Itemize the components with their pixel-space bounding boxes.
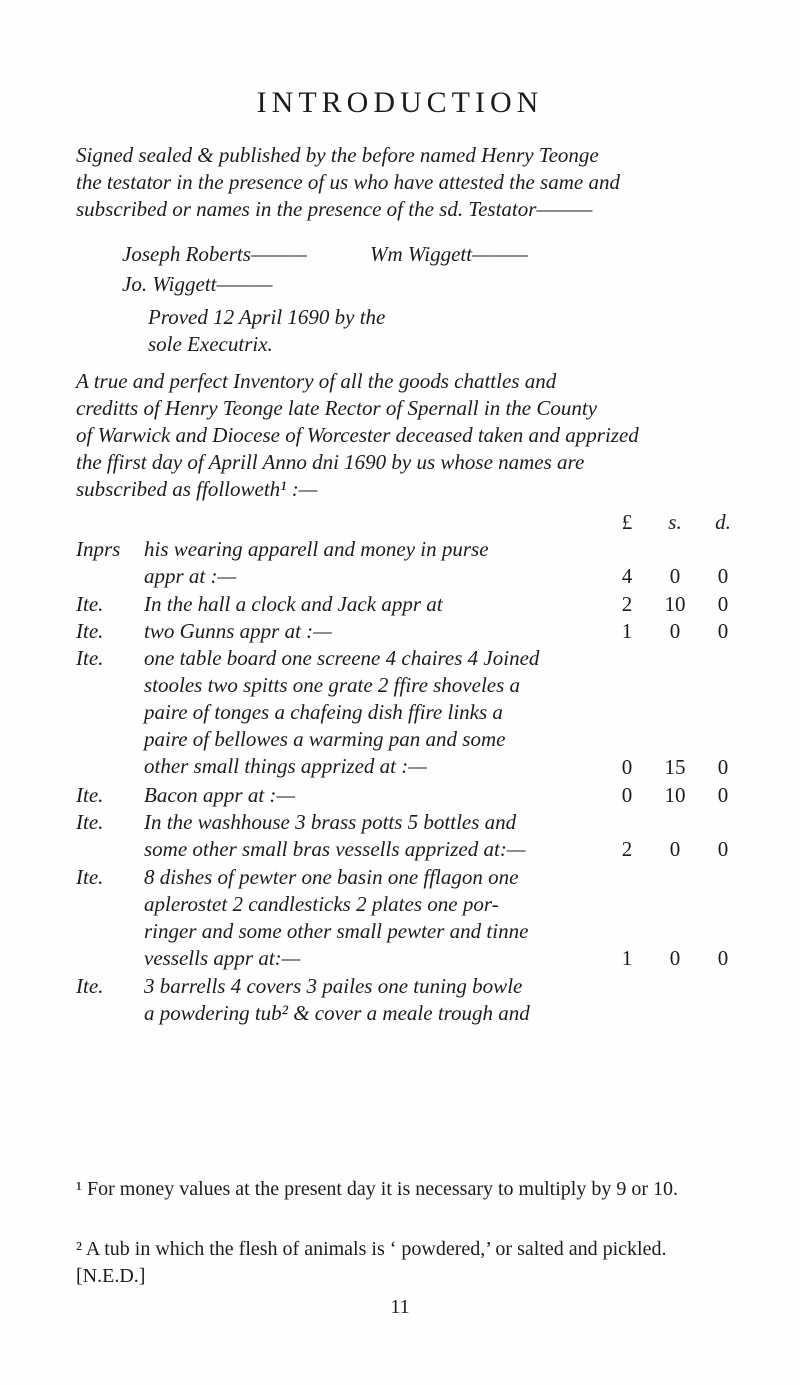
intro-line: creditts of Henry Teonge late Rector of Spernall in the County: [76, 396, 598, 420]
intro-line: the ffirst day of Aprill Anno dni 1690 by us whose names are: [76, 450, 585, 474]
item-label: Ite.: [76, 618, 104, 643]
item-description-line: aplerostet 2 candlesticks 2 plates one por-: [144, 891, 499, 916]
pence-value: 0: [717, 946, 729, 971]
item-label: Ite.: [76, 782, 104, 807]
item-description-line: In the hall a clock and Jack appr at: [144, 591, 443, 616]
probate-note: [148, 304, 548, 358]
inventory-item: [76, 973, 736, 1028]
shillings-value: 0: [669, 837, 681, 862]
pence-value: 0: [717, 755, 729, 780]
inventory-item: [76, 809, 736, 864]
item-description: [144, 782, 612, 809]
item-description: [144, 645, 612, 780]
pence-value: 0: [717, 782, 729, 807]
pence-value: 0: [717, 591, 729, 616]
pence-value: 0: [717, 564, 729, 589]
attestation-line: subscribed or names in the presence of the sd. Testator———: [76, 197, 593, 221]
item-description-line: other small things apprized at :—: [144, 754, 427, 779]
item-label: Ite.: [76, 810, 104, 834]
item-description-line: vessells appr at:—: [144, 945, 301, 970]
page-number: 11: [390, 1296, 410, 1318]
item-label: Ite.: [76, 646, 104, 671]
currency-units-header: [76, 509, 736, 536]
attestation-line: the testator in the presence of us who have attested the same and: [76, 170, 620, 194]
inventory-item: [76, 536, 736, 591]
item-label: Ite.: [76, 864, 104, 889]
shillings-value: 10: [664, 782, 686, 807]
item-description: [144, 864, 612, 972]
pounds-value: 4: [621, 564, 633, 589]
item-description-line: In the washhouse 3 brass potts 5 bottles and: [144, 810, 517, 834]
item-description-line: paire of bellowes a warming pan and some: [144, 727, 506, 752]
item-description-line: his wearing apparell and money in purse: [144, 537, 489, 561]
pounds-value: 0: [621, 755, 633, 780]
item-description: [144, 618, 612, 645]
inventory-item: [76, 618, 736, 645]
page-title: INTRODUCTION: [256, 86, 544, 119]
intro-line: A true and perfect Inventory of all the goods chattles and: [76, 369, 557, 393]
signature-jo-wiggett: Jo. Wiggett———: [122, 272, 273, 296]
item-description-line: 3 barrells 4 covers 3 pailes one tuning bowle: [144, 973, 523, 998]
probate-line: Proved 12 April 1690 by the: [148, 305, 386, 329]
item-description: [144, 536, 612, 590]
inventory-item: [76, 782, 736, 809]
item-description-line: two Gunns appr at :—: [144, 618, 332, 643]
item-description-line: 8 dishes of pewter one basin one fflagon one: [144, 864, 519, 889]
pounds-value: 1: [621, 946, 633, 971]
shillings-value: 0: [669, 564, 681, 589]
pence-unit: d.: [715, 510, 731, 534]
intro-line: subscribed as ffolloweth¹ :—: [76, 477, 318, 501]
item-label: Ite.: [76, 591, 104, 616]
item-description: [144, 591, 612, 618]
item-description-line: one table board one screene 4 chaires 4 Joined: [144, 646, 540, 671]
pence-value: 0: [717, 837, 729, 862]
inventory-item: [76, 591, 736, 618]
item-description: [144, 809, 612, 863]
inventory-item: [76, 645, 736, 782]
attestation-paragraph: [76, 142, 656, 223]
item-description-line: Bacon appr at :—: [144, 782, 296, 807]
item-description-line: stooles two spitts one grate 2 ffire shoveles a: [144, 673, 521, 698]
pounds-value: 2: [621, 591, 633, 616]
pounds-value: 1: [621, 618, 633, 643]
item-description-line: some other small bras vessells apprized at:—: [144, 837, 526, 861]
item-description-line: ringer and some other small pewter and tinne: [144, 918, 529, 943]
footnote-2: ² A tub in which the flesh of animals is ‘ powdered,’ or salted and pickled. [N.E.D.]: [76, 1238, 667, 1287]
signature-joseph-roberts: Joseph Roberts———: [122, 242, 307, 266]
inventory-intro: [76, 368, 656, 503]
item-label: Inprs: [76, 537, 121, 561]
item-description-line: appr at :—: [144, 564, 237, 588]
pounds-value: 2: [621, 837, 633, 862]
item-description: [144, 973, 612, 1027]
pounds-unit: £: [621, 510, 633, 534]
shillings-value: 10: [664, 591, 686, 616]
pence-value: 0: [717, 618, 729, 643]
shillings-value: 15: [664, 755, 686, 780]
footnote-1: ¹ For money values at the present day it is necessary to multiply by 9 or 10.: [76, 1178, 678, 1200]
attestation-line: Signed sealed & published by the before named Henry Teonge: [76, 143, 599, 167]
shillings-unit: s.: [668, 510, 682, 534]
item-label: Ite.: [76, 973, 104, 998]
probate-line: sole Executrix.: [148, 332, 273, 356]
intro-line: of Warwick and Diocese of Worcester deceased taken and apprized: [76, 423, 639, 447]
item-description-line: paire of tonges a chafeing dish ffire links a: [144, 700, 503, 725]
shillings-value: 0: [669, 946, 681, 971]
shillings-value: 0: [669, 618, 681, 643]
pounds-value: 0: [621, 782, 633, 807]
item-description-line: a powdering tub² & cover a meale trough and: [144, 1000, 530, 1025]
inventory-item: [76, 864, 736, 973]
signature-wm-wiggett: Wm Wiggett———: [370, 242, 529, 266]
